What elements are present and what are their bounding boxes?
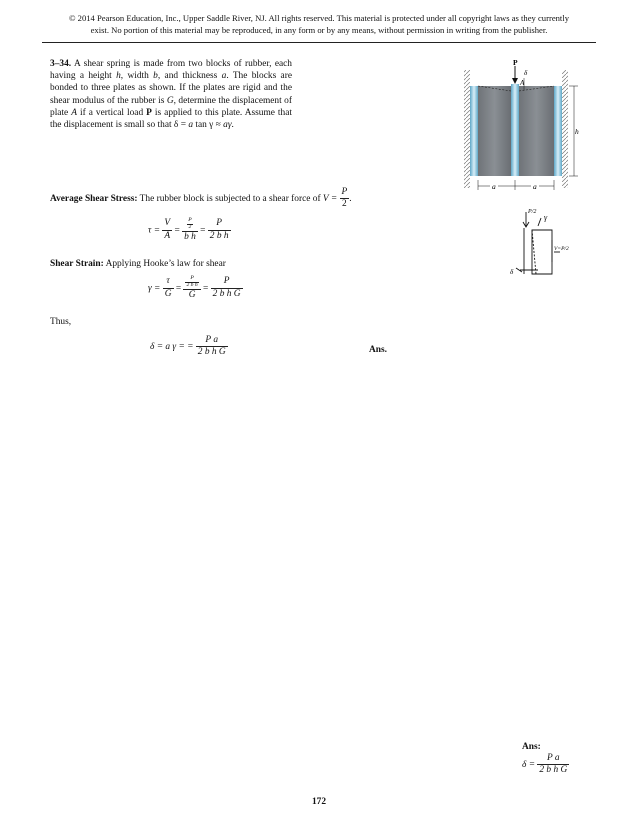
answer-fraction	[537, 754, 569, 776]
problem-text: tan γ ≈	[193, 120, 224, 131]
var-P: P	[146, 107, 152, 118]
left-plate	[470, 86, 478, 176]
label-a-right: a	[533, 182, 537, 191]
right-wall	[562, 70, 568, 188]
gamma-2bh-small: 2 b h	[186, 281, 198, 288]
gamma-equation	[148, 276, 243, 301]
gamma-2bhG: 2 b h G	[212, 288, 241, 299]
sketch-label-p2: P/2	[528, 209, 537, 215]
v-eq: V =	[322, 194, 340, 205]
problem-text: , width	[120, 71, 154, 82]
ans-inline-label: Ans.	[369, 345, 387, 355]
delta-equation	[150, 336, 228, 358]
copyright-line-2: exist. No portion of this material may be reproduced, in any form or by any means, without permission in writing from the publisher.	[90, 25, 548, 35]
equals: =	[200, 225, 208, 236]
sketch-label-v: V=P/2	[554, 246, 569, 252]
tau-p-small: P	[188, 217, 192, 223]
v-den: 2	[342, 199, 347, 210]
answer-den: 2 b h G	[539, 765, 568, 776]
avg-shear-text: The rubber block is subjected to a shear force of	[137, 194, 323, 205]
var-G: G	[166, 95, 174, 106]
problem-text: A shear spring is made from two blocks of rubber, each having a height	[50, 59, 292, 82]
gamma-G: G	[164, 288, 172, 299]
tau-V: V	[162, 219, 172, 230]
shear-strain-text: Applying Hooke’s law for shear	[103, 259, 226, 269]
shear-strain-paragraph	[50, 258, 350, 271]
var-a-gamma: aγ	[223, 120, 232, 131]
free-body-sketch	[508, 204, 582, 282]
delta-lhs: δ = a γ = =	[150, 342, 196, 353]
equals: =	[175, 283, 184, 294]
gamma-tau-over-g	[163, 277, 174, 299]
center-plate-A	[511, 84, 519, 176]
answer-lhs: δ =	[522, 760, 538, 771]
var-b: b	[153, 71, 158, 82]
header-rule	[42, 42, 596, 43]
var-a-tan: a	[188, 120, 194, 131]
left-wall	[464, 70, 470, 188]
problem-text: . The blocks are bonded to three plates as shown. If the plates are rigid and the shear modulus of the rubber is	[50, 71, 292, 106]
delta-result	[196, 336, 228, 358]
v-num: P	[340, 188, 350, 199]
shear-strain-heading: Shear Strain:	[50, 259, 104, 269]
equals: =	[203, 283, 211, 294]
var-A: A	[71, 107, 77, 118]
answer-box-equation	[522, 754, 602, 776]
answer-box	[522, 742, 602, 776]
sketch-label-delta: δ	[510, 268, 514, 276]
gamma-P: P	[211, 277, 243, 288]
tau-v-over-a	[162, 219, 172, 241]
rubber-block-right	[519, 86, 554, 176]
label-a-left: a	[492, 182, 496, 191]
rubber-block-left	[478, 86, 511, 176]
period: .	[349, 194, 352, 205]
thus-text: Thus,	[50, 317, 72, 327]
v-fraction	[340, 188, 350, 210]
problem-text: , and thickness	[157, 71, 222, 82]
label-P: P	[513, 58, 518, 67]
gamma-result	[211, 277, 243, 299]
avg-shear-heading: Average Shear Stress:	[50, 194, 138, 205]
problem-number: 3–34.	[50, 59, 72, 69]
tau-equation	[148, 218, 231, 243]
sketch-label-gamma: γ	[544, 213, 548, 222]
equals: =	[174, 225, 183, 236]
gamma-compound	[183, 276, 200, 301]
problem-text: is applied to this plate. Assume that the displacement is small so that δ =	[50, 107, 292, 131]
tau-result	[208, 219, 231, 241]
problem-statement	[50, 58, 292, 131]
avg-shear-paragraph	[50, 188, 450, 210]
gamma-tau: τ	[163, 277, 174, 288]
tau-P: P	[208, 219, 231, 230]
var-h: h	[116, 71, 121, 82]
label-delta: δ	[524, 69, 528, 77]
copyright-notice	[28, 12, 610, 36]
gamma-lhs: γ =	[148, 283, 163, 294]
tau-2-small: 2	[188, 223, 192, 230]
label-A: A	[520, 79, 525, 87]
label-h: h	[575, 127, 579, 136]
problem-text: .	[231, 120, 234, 131]
gamma-p-small: P	[185, 276, 198, 283]
delta-Pa: P a	[196, 336, 228, 347]
shear-spring-figure	[458, 58, 588, 196]
answer-num: P a	[537, 754, 569, 765]
gamma-G2: G	[188, 290, 196, 301]
tau-A: A	[164, 230, 171, 241]
tau-bh: b h	[184, 232, 196, 243]
tau-lhs: τ =	[148, 225, 163, 236]
right-plate	[554, 86, 562, 176]
copyright-line-1: © 2014 Pearson Education, Inc., Upper Saddle River, NJ. All rights reserved. This material is protected under all copyright laws as they currently	[68, 13, 570, 23]
page-number: 172	[311, 797, 327, 807]
delta-2bhG: 2 b h G	[197, 347, 226, 358]
answer-box-label: Ans:	[522, 742, 541, 752]
problem-text: if a vertical load	[76, 107, 147, 118]
problem-text: , determine the displacement of plate	[50, 95, 292, 118]
tau-2bh: 2 b h	[209, 230, 229, 241]
tau-compound	[182, 218, 198, 243]
var-a: a	[221, 71, 227, 82]
